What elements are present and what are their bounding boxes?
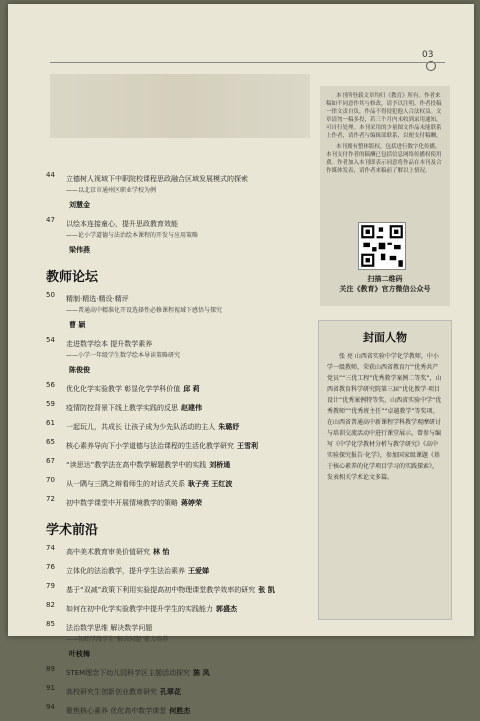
qr-caption-line-2: 关注《教育》官方微信公众号: [339, 285, 431, 293]
toc-entry[interactable]: [46, 543, 314, 558]
toc-title: STEM理念下幼儿园科学区主题活动探究: [66, 669, 191, 677]
toc-page-number: 44: [46, 171, 55, 179]
toc-page-number: 82: [46, 601, 55, 609]
sidebar-notice: [320, 86, 450, 306]
qr-caption-line-1: 扫描二维码: [367, 275, 403, 283]
toc-title: 高校研究生创新创业教育研究: [66, 688, 157, 696]
toc-author: 曹 颖: [69, 321, 86, 329]
toc-author: 王爱娣: [188, 567, 209, 575]
toc-title: “读思达”教学法在高中数学解题教学中的实践: [66, 461, 207, 469]
cover-person-box: [318, 320, 452, 620]
notice-paragraph-2: 本刊拥有整体版权，包括进行数字化传播。本刊支付作者的稿酬已包括信息网络传播权使用费。作者加入本刊即表示同意将作品在本刊及合作媒体发表，请作者来稿前了解以上情况。: [326, 144, 442, 174]
toc-entry[interactable]: [46, 290, 314, 331]
toc-entry[interactable]: [46, 215, 314, 256]
toc-author: 郭盛杰: [216, 605, 237, 613]
toc-page-number: 61: [46, 419, 55, 427]
toc-entry[interactable]: [46, 494, 314, 509]
toc-title: 立德树人视域下中职院校课程思政融合区域发展模式的探索: [66, 175, 248, 183]
toc-entry[interactable]: [46, 702, 314, 717]
toc-entry[interactable]: [46, 562, 314, 577]
cover-person-heading: 封面人物: [363, 331, 407, 344]
toc-title: 精制·精选·精设·精评: [66, 295, 129, 303]
toc-title: 聚焦核心素养 优化高中数学课堂: [66, 707, 167, 715]
toc-entry[interactable]: [46, 437, 314, 452]
section-heading: 教师论坛: [46, 270, 99, 285]
toc-entry[interactable]: [46, 335, 314, 376]
toc-page-number: 54: [46, 336, 55, 344]
toc-page-number: 94: [46, 703, 55, 711]
toc-page-number: 85: [46, 620, 55, 628]
toc-title: 优化化学实验教学 彰显化学学科价值: [66, 385, 181, 393]
toc-entry[interactable]: [46, 664, 314, 679]
toc-page-number: 91: [46, 684, 55, 692]
toc-author: 刘桥通: [209, 461, 231, 469]
toc-entry[interactable]: [46, 170, 314, 211]
toc-author: 耿子亮 王红波: [188, 480, 233, 488]
toc-entry[interactable]: [46, 456, 314, 471]
toc-author: 陈 凤: [193, 669, 210, 677]
toc-title: 一起玩儿，共成长 让孩子成为少先队活动的主人: [66, 423, 216, 431]
toc-author: 朱璐妤: [218, 423, 240, 431]
qr-code-icon: [358, 222, 406, 270]
toc-author: 张 凯: [258, 586, 275, 594]
toc-title: 初中数学课堂中开展情境教学的策略: [66, 499, 178, 507]
toc-page-number: 76: [46, 563, 55, 571]
toc-page-number: 79: [46, 582, 55, 590]
toc-page-number: 50: [46, 291, 55, 299]
top-rule: [50, 62, 445, 63]
toc-entry[interactable]: [46, 619, 314, 660]
toc-entry[interactable]: [46, 600, 314, 615]
notice-paragraph-1: 本刊所登载文章均归《教育》所有。作者来稿如不同意作其与修改，请予以注明。作者投稿一律文责自负，作品不得侵犯他人合法权益。文章请勿一稿多投，若三个月内未收到录用通知，可自行处理。本刊采用的少量图文作品未能联系上作者，请作者与编辑部联系，以便支付稿酬。: [326, 93, 442, 139]
toc-title: 基于“双减”政策下利用实验提高初中物理课堂教学效率的研究: [66, 586, 256, 594]
toc-author: 邱 莉: [183, 385, 200, 393]
toc-title: 立体化的法治教学，提升学生法治素养: [66, 567, 185, 575]
toc-author: 赵建伟: [181, 404, 202, 412]
toc-title: 以绘本连接童心，提升思政教育效能: [66, 220, 178, 228]
toc-page-number: 47: [46, 216, 55, 224]
toc-entry[interactable]: [46, 399, 314, 414]
cover-person-bio: 张 亮 山西省实验中学化学教师，中小学一级教师，荣获山西省教育厅“优秀共产党员”“三优工程”优秀教学案例二等奖”，山西省教育科学研究院第三届“优化教学·项目设计”优秀案例特等奖，山西省实验中学“优秀教师”“优秀班主任”“卓越教学”等奖项。在山西省普通高中新课程学科教学观摩研讨与培训交流活动中进行课堂展示。曾参与编写《中学化学教材分析与教学研究》《高中实验探究报告·化学》，参加国家级课题《基于核心素养的化学项目学习的实践探索》，发表相关学术论文多篇。: [327, 353, 442, 481]
toc-author: 叶枝梅: [69, 650, 90, 658]
toc-subtitle: ——以北京市通州区职业学校为例: [66, 187, 157, 194]
toc-title: 疫情防控背景下线上教学实践的反思: [66, 404, 178, 412]
qr-caption: [320, 274, 450, 294]
toc-page-number: 65: [46, 438, 55, 446]
toc-author: 林 怡: [153, 548, 170, 556]
header-banner-image: [50, 74, 310, 138]
toc-author: 孔翠花: [160, 688, 181, 696]
toc-title: 从一隅与三隅之辩看师生的对话式关系: [66, 480, 185, 488]
toc-subtitle: ——普通高中精准化开设选择性必修课程视域下感悟与探究: [66, 307, 223, 314]
toc-page-number: 67: [46, 457, 55, 465]
toc-page-number: 56: [46, 381, 55, 389]
toc-entry[interactable]: [46, 683, 314, 698]
toc-title: 如何在初中化学实验教学中提升学生的实践能力: [66, 605, 213, 613]
toc-author: 陈俊俊: [69, 366, 90, 374]
magazine-page: [8, 4, 474, 715]
toc-subtitle: ——论小学道德与法治绘本课程的开发与应用策略: [66, 232, 199, 239]
toc-entry[interactable]: [46, 380, 314, 395]
toc-page-number: 59: [46, 400, 55, 408]
toc-author: 王雪利: [237, 442, 258, 450]
toc-page-number: 74: [46, 544, 55, 552]
toc-title: 高中美术教育审美价值研究: [66, 548, 150, 556]
toc-subtitle: ——小学一年级学生数学绘本导读策略研究: [66, 352, 181, 359]
toc-subtitle: ——初始学段学生“解决问题”能力培养: [66, 636, 169, 643]
toc-entry[interactable]: [46, 418, 314, 433]
toc-author: 梁伟燕: [69, 246, 90, 254]
toc-author: 何胜杰: [169, 707, 191, 715]
page-number: 03: [422, 50, 434, 60]
toc-author: 刘慧金: [69, 201, 90, 209]
toc-page-number: 89: [46, 665, 55, 673]
toc-entry[interactable]: [46, 581, 314, 596]
toc-title: 核心素养导向下小学道德与法治课程的生活化教学研究: [66, 442, 234, 450]
toc-entry[interactable]: [46, 475, 314, 490]
toc-author: 蒋婷荣: [181, 499, 202, 507]
section-heading: 学术前沿: [46, 523, 99, 538]
toc-page-number: 72: [46, 495, 55, 503]
toc-page-number: 70: [46, 476, 55, 484]
toc-title: 法治数学思维 解决数学问题: [66, 624, 153, 632]
table-of-contents: [46, 170, 314, 721]
toc-title: 走进数学绘本 提升数学素养: [66, 340, 153, 348]
